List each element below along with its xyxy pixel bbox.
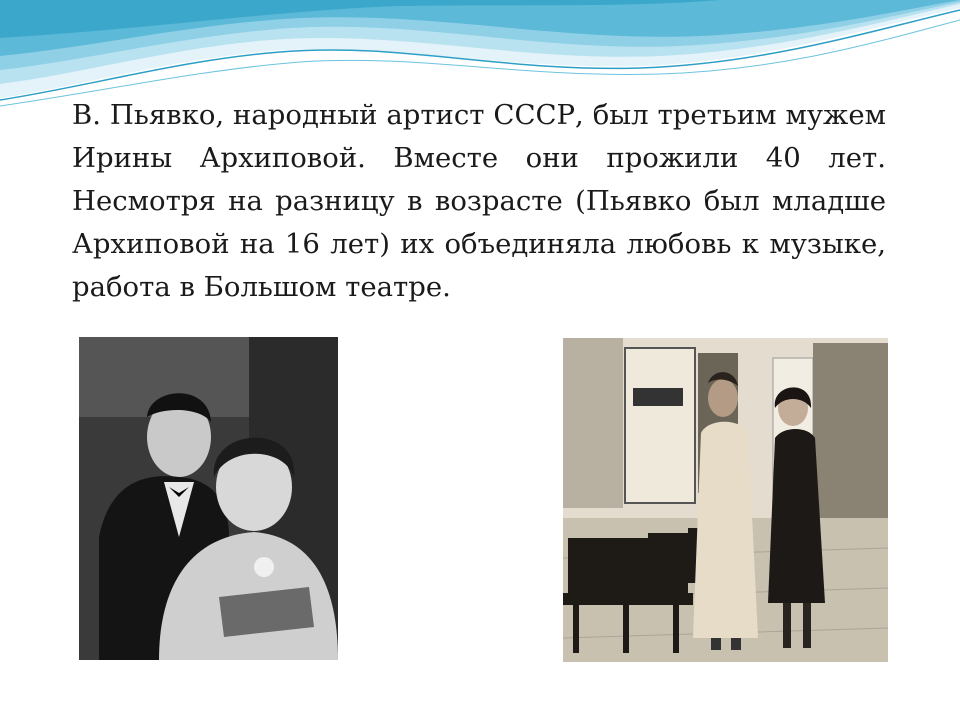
slide-paragraph: В. Пьявко, народный артист СССР, был третьим мужем Ирины Архиповой. Вместе они прожили 40 лет. Несмотря на разницу в возрасте (Пьявко был младше Архиповой на 16 лет) их объединяла любовь к музыке, работа в Большом театре. [72, 99, 886, 303]
photo-couple-portrait [79, 337, 338, 660]
photo-couple-theatre-lobby [563, 338, 888, 662]
